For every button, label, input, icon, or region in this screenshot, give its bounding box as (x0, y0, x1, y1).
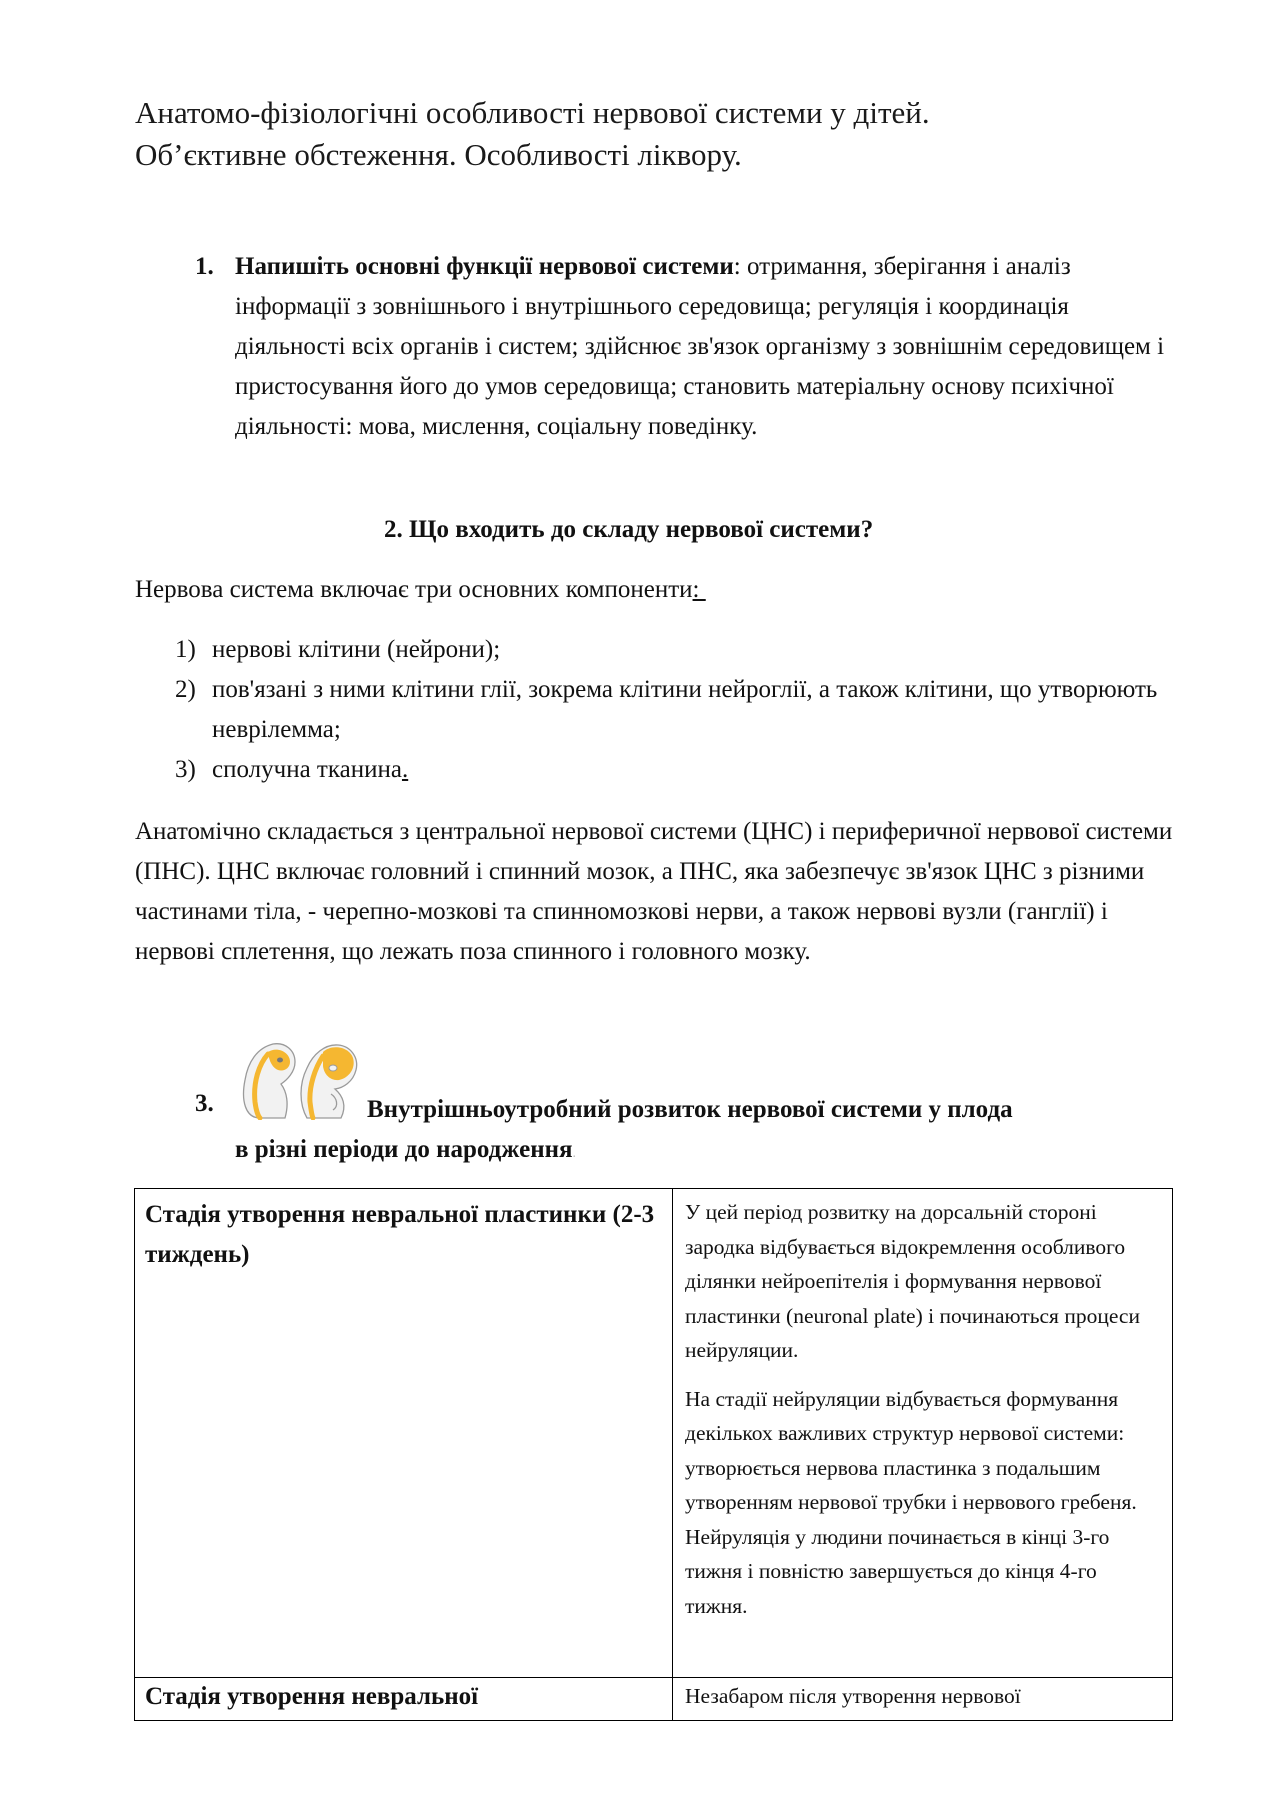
question-3-heading-line-2 (235, 1130, 576, 1174)
document-title (135, 92, 930, 176)
intro-text: Нервова система включає три основних компоненти (135, 576, 693, 603)
list-item-number: 2) (175, 676, 196, 703)
question-1-heading: Напишіть основні функції нервової системи (235, 253, 734, 280)
list-item-text: пов'язані з ними клітини глії, зокрема клітини нейроглії, а також клітини, що утворюють неврілемма; (212, 676, 1158, 743)
intro-colon: : (692, 576, 706, 603)
question-2-heading: 2. Що входить до складу нервової системи? (384, 516, 874, 543)
table-row (135, 1678, 1173, 1721)
stage-name-cell (135, 1678, 673, 1721)
title-line-1: Анатомо-фізіологічні особливості нервової системи у дітей. (135, 95, 930, 130)
list-item (175, 630, 1175, 670)
title-line-2: Об’єктивне обстеження. Особливості ліквору. (135, 137, 742, 172)
question-2-intro (135, 570, 706, 610)
question-3-heading-line-2-text: в різні періоди до народження (235, 1136, 573, 1163)
question-1-number: 1. (195, 253, 214, 280)
components-list (175, 630, 1175, 790)
stage-description-paragraph: На стадії нейруляции відбувається формування декількох важливих структур нервової системи: утворюється нервова пластинка з подальшим утворенням нервової трубки і нервового гребеня. Нейруляція у людини починається в кінці 3-го тижня і повністю завершується до кінця 4-го тижня. (685, 1386, 1137, 1618)
embryo-figure-early (244, 1044, 295, 1118)
list-item-period: . (401, 756, 409, 783)
development-stages-table (134, 1188, 1173, 1721)
question-1-answer: : отримання, зберігання і аналіз інформації з зовнішнього і внутрішнього середовища; регуляція і координація діяльності всіх органів і систем; здійснює зв'язок організму з зовнішнім середовищем і пристосування його до умов середовища; становить матеріальну основу психічної діяльності: мова, мислення, соціальну поведінку. (235, 253, 1165, 440)
anatomy-paragraph: Анатомічно складається з центральної нервової системи (ЦНС) і периферичної нервової системи (ПНС). ЦНС включає головний і спинний мозок, а ПНС, яка забезпечує зв'язок ЦНС з різними частинами тіла, - черепно-мозкові та спинномозкові нерви, а також нервові вузли (ганглії) і нервові сплетення, що лежать поза спинного і головного мозку. (135, 818, 1173, 965)
stage-name-cell (135, 1189, 673, 1678)
question-1-body (235, 247, 1175, 447)
stage-description-cell (673, 1678, 1173, 1721)
list-item-text: нервові клітини (нейрони); (212, 636, 501, 663)
list-item-text: сполучна тканина (212, 756, 402, 783)
question-1 (195, 247, 1175, 447)
question-3-heading-dot: . (572, 1146, 577, 1161)
stage-name: Стадія утворення невральної пластинки (2-3 тиждень) (145, 1201, 655, 1268)
list-item (175, 750, 1175, 790)
table-row (135, 1189, 1173, 1678)
list-item-number: 3) (175, 756, 196, 783)
stage-description-paragraph: У цей період розвитку на дорсальній стороні зародка відбувається відокремлення особливого ділянки нейроепітелія і формування нервової пластинки (neuronal plate) і починаються процеси нейруляции. (685, 1200, 1140, 1362)
list-item-number: 1) (175, 636, 196, 663)
embryo-illustration (235, 1040, 360, 1120)
embryo-figure-later (301, 1045, 357, 1118)
stage-description-cell (673, 1189, 1173, 1678)
stage-description-paragraph: Незабаром після утворення нервової (685, 1684, 1021, 1708)
question-3-number: 3. (195, 1090, 214, 1117)
question-3-heading-line-1: Внутрішньоутробний розвиток нервової системи у плода (367, 1096, 1013, 1123)
stage-name: Стадія утворення невральної (145, 1683, 479, 1710)
list-item (175, 670, 1175, 750)
